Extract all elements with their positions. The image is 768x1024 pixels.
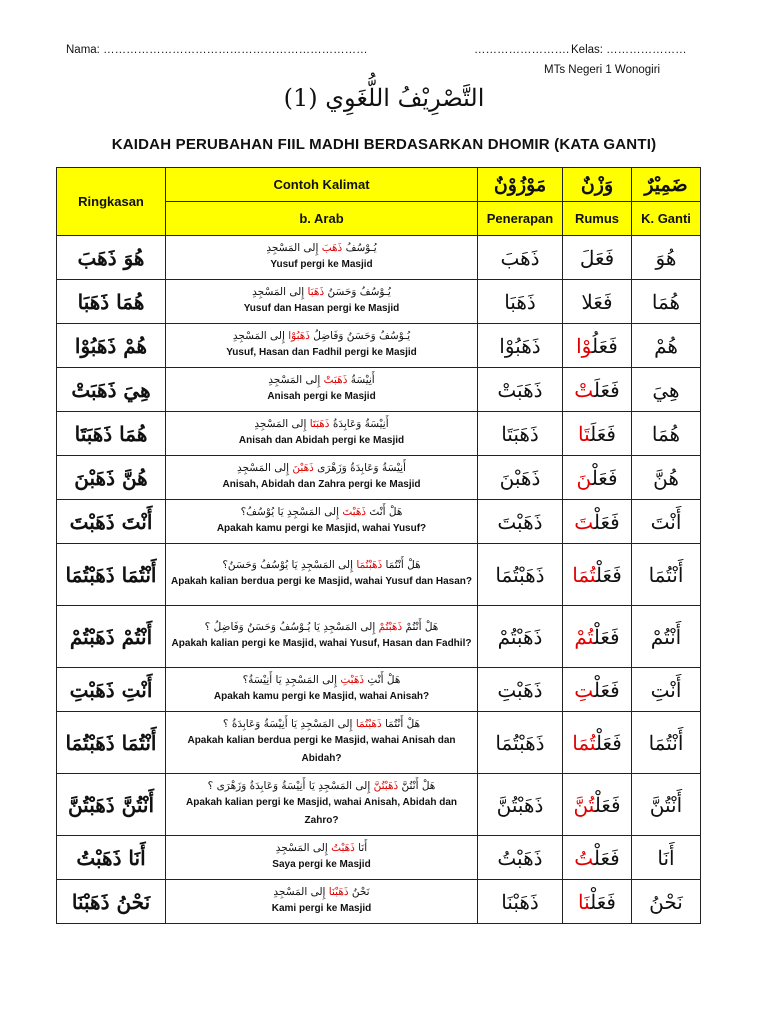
- example-cell: [166, 456, 478, 500]
- example-arabic: [170, 841, 473, 856]
- rumus-base: فَعَل: [591, 465, 618, 490]
- penerapan-cell: ذَهَبْتَ: [478, 500, 563, 544]
- example-arabic: [170, 417, 473, 432]
- example-arabic-verb: ذَهَبْتُنَّ: [373, 780, 399, 792]
- page-title: التَّصْرِيْفُ اللُّغَوِي (1): [283, 84, 485, 112]
- header-contoh-kalimat: Contoh Kalimat: [166, 168, 478, 202]
- example-arabic: [170, 241, 473, 256]
- rumus-cell: [563, 324, 632, 368]
- penerapan-cell: ذَهَبْتِ: [478, 668, 563, 712]
- table-row: [57, 500, 701, 544]
- rumus-cell: [563, 836, 632, 880]
- penerapan-cell: ذَهَبْتُ: [478, 836, 563, 880]
- example-arabic-verb: ذَهَبْتَ: [342, 506, 367, 518]
- example-arabic-verb: ذَهَبْتُمْ: [378, 621, 403, 633]
- rumus-cell: [563, 774, 632, 836]
- example-translation: Kami pergi ke Masjid: [271, 903, 372, 914]
- example-arabic-verb: ذَهَبْنَا: [328, 886, 349, 898]
- ringkasan-cell: أَنَا ذَهَبْتُ: [57, 836, 166, 880]
- rumus-base: فَعَل: [594, 792, 621, 817]
- penerapan-cell: ذَهَبْتُمَا: [478, 544, 563, 606]
- example-translation: Apakah kamu pergi ke Masjid, wahai Yusuf?: [216, 523, 427, 534]
- example-cell: [166, 774, 478, 836]
- rumus-suffix: ْنَ: [576, 465, 592, 490]
- table-row: [57, 236, 701, 280]
- header-penerapan: Penerapan: [478, 202, 563, 236]
- rumus-cell: [563, 712, 632, 774]
- example-cell: [166, 880, 478, 924]
- rumus-suffix: ْنَا: [578, 889, 591, 914]
- penerapan-cell: ذَهَبْتُمْ: [478, 606, 563, 668]
- example-arabic-pre: هَلْ أَنْتُمْ: [402, 621, 439, 633]
- rumus-base: فَعَلَ: [590, 421, 616, 446]
- example-arabic: [170, 505, 473, 520]
- ringkasan-cell: هُمْ ذَهَبُوْا: [57, 324, 166, 368]
- rumus-base: فَعَل: [595, 562, 622, 587]
- rumus-base: فَعَل: [593, 845, 620, 870]
- header-ringkasan: Ringkasan: [57, 168, 166, 236]
- ringkasan-cell: أَنْتُنَّ ذَهَبْتُنَّ: [57, 774, 166, 836]
- penerapan-cell: ذَهَبْتُمَا: [478, 712, 563, 774]
- ringkasan-cell: هُنَّ ذَهَبْنَ: [57, 456, 166, 500]
- kata-ganti-cell: نَحْنُ: [632, 880, 701, 924]
- rumus-cell: [563, 880, 632, 924]
- table-row: [57, 880, 701, 924]
- table-row: [57, 412, 701, 456]
- penerapan-cell: ذَهَبَا: [478, 280, 563, 324]
- rumus-base: فَعَل: [593, 624, 620, 649]
- page-subtitle: KAIDAH PERUBAHAN FIIL MADHI BERDASARKAN DHOMIR (KATA GANTI): [111, 136, 657, 153]
- example-arabic: [170, 779, 473, 794]
- example-arabic-pre: يُـوْسُفُ وَحَسَنُ وَفَاضِلُ: [309, 330, 411, 342]
- table-row: [57, 368, 701, 412]
- header-bahasa-arab: b. Arab: [166, 202, 478, 236]
- ringkasan-cell: أَنْتَ ذَهَبْتَ: [57, 500, 166, 544]
- example-arabic-post: إِلى المَسْجِدِ يَا يُوْسُفُ وَحَسَنُ؟: [222, 559, 357, 571]
- ringkasan-cell: أَنْتِ ذَهَبْتِ: [57, 668, 166, 712]
- kata-ganti-cell: هُمَا: [632, 412, 701, 456]
- penerapan-cell: ذَهَبَتْ: [478, 368, 563, 412]
- rumus-base: فَعَل: [590, 889, 616, 914]
- name-field-label: Nama: ……………………………………………………………: [66, 44, 368, 56]
- example-arabic-pre: هَلْ أَنْتُمَا: [381, 718, 421, 730]
- example-arabic-verb: ذَهَبَا: [307, 286, 325, 298]
- example-translation: Anisah, Abidah dan Zahra pergi ke Masjid: [222, 479, 421, 490]
- example-cell: [166, 836, 478, 880]
- example-arabic-pre: أَنِيْسَةُ وَعَابِدَةُ وَزَهْرَى: [313, 462, 406, 474]
- rumus-suffix: ُوْا: [576, 333, 593, 358]
- kata-ganti-cell: أَنْتُمْ: [632, 606, 701, 668]
- ringkasan-cell: أَنْتُمَا ذَهَبْتُمَا: [57, 544, 166, 606]
- penerapan-cell: ذَهَبْتُنَّ: [478, 774, 563, 836]
- rumus-base: فَعَل: [592, 333, 618, 358]
- example-cell: [166, 280, 478, 324]
- rumus-base: فَعَل: [593, 677, 620, 702]
- example-cell: [166, 668, 478, 712]
- penerapan-cell: ذَهَبْنَا: [478, 880, 563, 924]
- rumus-suffix: ْتُمَا: [572, 730, 596, 755]
- example-arabic: [170, 885, 473, 900]
- kata-ganti-cell: أَنْتَ: [632, 500, 701, 544]
- example-cell: [166, 236, 478, 280]
- example-arabic-pre: أَنِيْسَةُ: [347, 374, 375, 386]
- rumus-cell: [563, 280, 632, 324]
- ringkasan-cell: هُمَا ذَهَبَا: [57, 280, 166, 324]
- rumus-cell: [563, 500, 632, 544]
- example-translation: Apakah kalian berdua pergi ke Masjid, wahai Anisah dan Abidah?: [187, 735, 456, 764]
- ringkasan-cell: هُمَا ذَهَبَتَا: [57, 412, 166, 456]
- table-row: [57, 324, 701, 368]
- example-arabic-pre: يُـوْسُفُ وَحَسَنُ: [324, 286, 391, 298]
- class-field-label: Kelas: …………………: [571, 44, 687, 56]
- example-arabic: [170, 717, 473, 732]
- ringkasan-cell: هُوَ ذَهَبَ: [57, 236, 166, 280]
- example-arabic-post: إِلى المَسْجِدِ: [254, 418, 310, 430]
- conjugation-table: [56, 167, 701, 924]
- example-translation: Apakah kalian berdua pergi ke Masjid, wahai Yusuf dan Hasan?: [170, 576, 473, 587]
- ringkasan-cell: هِيَ ذَهَبَتْ: [57, 368, 166, 412]
- example-translation: Yusuf, Hasan dan Fadhil pergi ke Masjid: [226, 347, 417, 358]
- penerapan-cell: ذَهَبَتَا: [478, 412, 563, 456]
- example-arabic-verb: ذَهَبُوْا: [288, 330, 310, 342]
- example-translation: Anisah dan Abidah pergi ke Masjid: [238, 435, 405, 446]
- ringkasan-cell: أَنْتُمَا ذَهَبْتُمَا: [57, 712, 166, 774]
- example-arabic-pre: نَحْنُ: [348, 886, 370, 898]
- rumus-base: فَعَل: [593, 509, 620, 534]
- example-arabic-verb: ذَهَبْتُ: [331, 842, 355, 854]
- rumus-cell: [563, 456, 632, 500]
- rumus-suffix: ْتَ: [574, 509, 594, 534]
- rumus-base: فَعَل: [595, 730, 622, 755]
- example-arabic-pre: هَلْ أَنْتَ: [366, 506, 403, 518]
- table-row: [57, 712, 701, 774]
- kata-ganti-cell: هُوَ: [632, 236, 701, 280]
- table-row: [57, 606, 701, 668]
- example-arabic-post: إِلى المَسْجِدِ: [273, 886, 329, 898]
- example-arabic: [170, 461, 473, 476]
- example-arabic-pre: أَنِيْسَةُ وَعَابِدَةُ: [329, 418, 389, 430]
- penerapan-cell: ذَهَبَ: [478, 236, 563, 280]
- example-arabic-pre: هَلْ أَنْتِ: [364, 674, 401, 686]
- ringkasan-cell: أَنْتُمْ ذَهَبْتُمْ: [57, 606, 166, 668]
- table-row: [57, 456, 701, 500]
- table-row: [57, 836, 701, 880]
- example-translation: Apakah kalian pergi ke Masjid, wahai Yusuf, Hasan dan Fadhil?: [171, 638, 472, 649]
- example-arabic: [170, 373, 473, 388]
- rumus-base: فَعَلَ: [593, 377, 620, 402]
- example-arabic: [170, 285, 473, 300]
- rumus-suffix: ْتُ: [574, 845, 594, 870]
- header-rumus: Rumus: [563, 202, 632, 236]
- example-cell: [166, 412, 478, 456]
- rumus-cell: [563, 236, 632, 280]
- example-arabic: [170, 558, 473, 573]
- example-translation: Apakah kalian pergi ke Masjid, wahai Anisah, Abidah dan Zahro?: [186, 797, 457, 826]
- header-mauzun: مَوْزُوْنٌ: [478, 168, 563, 202]
- rumus-suffix: ْتِ: [574, 677, 594, 702]
- kata-ganti-cell: أَنَا: [632, 836, 701, 880]
- example-arabic-pre: هَلْ أَنْتُنَّ: [398, 780, 436, 792]
- example-arabic-post: إِلى المَسْجِدِ: [232, 330, 289, 342]
- example-arabic-verb: ذَهَبَ: [321, 242, 343, 254]
- rumus-cell: [563, 368, 632, 412]
- penerapan-cell: ذَهَبْنَ: [478, 456, 563, 500]
- example-arabic-pre: أَنَا: [354, 842, 368, 854]
- kata-ganti-cell: أَنْتُمَا: [632, 712, 701, 774]
- example-arabic-pre: هَلْ أَنْتُمَا: [382, 559, 421, 571]
- penerapan-cell: ذَهَبُوْا: [478, 324, 563, 368]
- table-row: [57, 280, 701, 324]
- example-cell: [166, 368, 478, 412]
- example-arabic-verb: ذَهَبْنَ: [292, 462, 314, 474]
- kata-ganti-cell: هُمْ: [632, 324, 701, 368]
- example-arabic: [170, 673, 473, 688]
- example-translation: Anisah pergi ke Masjid: [267, 391, 376, 402]
- example-arabic-post: إِلى المَسْجِدِ يَا أَنِيْسَةُ؟: [242, 674, 341, 686]
- example-cell: [166, 544, 478, 606]
- kata-ganti-cell: أَنْتِ: [632, 668, 701, 712]
- rumus-cell: [563, 668, 632, 712]
- header-kata-ganti: K. Ganti: [632, 202, 701, 236]
- table-row: [57, 774, 701, 836]
- example-arabic-post: إِلى المَسْجِدِ: [252, 286, 308, 298]
- rumus-suffix: تَا: [578, 421, 591, 446]
- kata-ganti-cell: أَنْتُمَا: [632, 544, 701, 606]
- kata-ganti-cell: هِيَ: [632, 368, 701, 412]
- example-arabic-post: إِلى المَسْجِدِ: [275, 842, 332, 854]
- kata-ganti-cell: هُمَا: [632, 280, 701, 324]
- example-arabic-post: إِلى المَسْجِدِ يَا يُوْسُفُ؟: [240, 506, 343, 518]
- example-arabic-verb: ذَهَبَتَا: [309, 418, 330, 430]
- example-arabic-post: إِلى المَسْجِدِ يَا يُـوْسُفُ وَحَسَنُ وَفَاضِلُ ؟: [204, 621, 379, 633]
- example-cell: [166, 606, 478, 668]
- example-translation: Yusuf dan Hasan pergi ke Masjid: [243, 303, 400, 314]
- rumus-base: فَعَلَ: [579, 245, 615, 270]
- example-arabic-verb: ذَهَبَتْ: [323, 374, 348, 386]
- example-arabic: [170, 620, 473, 635]
- example-arabic: [170, 329, 473, 344]
- example-arabic-pre: يُـوْسُفُ: [342, 242, 377, 254]
- rumus-suffix: تْ: [574, 377, 594, 402]
- example-arabic-post: إِلى المَسْجِدِ: [266, 242, 322, 254]
- rumus-cell: [563, 412, 632, 456]
- example-arabic-post: إِلى المَسْجِدِ: [237, 462, 293, 474]
- example-arabic-verb: ذَهَبْتُمَا: [356, 559, 383, 571]
- ringkasan-cell: نَحْنُ ذَهَبْنَا: [57, 880, 166, 924]
- rumus-cell: [563, 544, 632, 606]
- rumus-base: فَعَل: [581, 289, 613, 314]
- rumus-suffix: ْتُمَا: [572, 562, 596, 587]
- example-cell: [166, 500, 478, 544]
- header-wazn: وَزْنٌ: [563, 168, 632, 202]
- example-translation: Apakah kamu pergi ke Masjid, wahai Anisah?: [213, 691, 430, 702]
- kata-ganti-cell: هُنَّ: [632, 456, 701, 500]
- example-arabic-post: إِلى المَسْجِدِ يَا أَنِيْسَةُ وَعَابِدَةُ وَزَهْرَى ؟: [207, 780, 374, 792]
- school-name: MTs Negeri 1 Wonogiri: [544, 64, 661, 76]
- example-arabic-verb: ذَهَبْتُمَا: [355, 718, 382, 730]
- header-dhamir: ضَمِيْرٌ: [632, 168, 701, 202]
- rumus-suffix: ْتُمْ: [574, 624, 594, 649]
- example-cell: [166, 712, 478, 774]
- rumus-suffix: ْتُنَّ: [573, 792, 595, 817]
- example-arabic-post: إِلى المَسْجِدِ يَا أَنِيْسَةُ وَعَابِدَةُ ؟: [222, 718, 356, 730]
- table-row: [57, 668, 701, 712]
- kata-ganti-cell: أَنْتُنَّ: [632, 774, 701, 836]
- rumus-cell: [563, 606, 632, 668]
- blank-line: …………………….: [474, 44, 570, 56]
- example-translation: Yusuf pergi ke Masjid: [270, 259, 373, 270]
- example-translation: Saya pergi ke Masjid: [272, 859, 371, 870]
- example-arabic-verb: ذَهَبْتِ: [340, 674, 365, 686]
- example-cell: [166, 324, 478, 368]
- table-row: [57, 544, 701, 606]
- example-arabic-post: إِلى المَسْجِدِ: [268, 374, 324, 386]
